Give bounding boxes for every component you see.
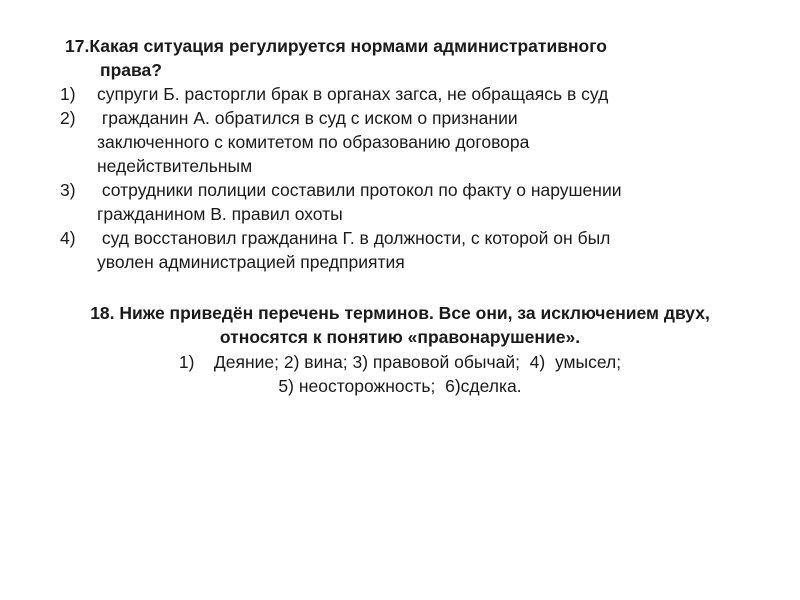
question-18-terms-list <box>20 350 780 398</box>
question-18-title-line-2: относятся к понятию «правонарушение». <box>219 327 581 347</box>
answer-option-text: суд восстановил гражданина Г. в должности, с которой он был <box>97 228 611 248</box>
answer-option-text: гражданин А. обратился в суд с иском о признании <box>97 108 518 128</box>
answer-option-1 <box>60 82 750 106</box>
question-18-title-line-1: 18. Ниже приведён перечень терминов. Все они, за исключением двух, <box>90 303 710 323</box>
terms-list-line-1: 1) Деяние; 2) вина; 3) правовой обычай; 4) умысел; <box>178 352 622 372</box>
question-17 <box>60 34 750 274</box>
answer-option-text: заключенного с комитетом по образованию договора <box>97 132 530 152</box>
terms-list-line-2: 5) неосторожность; 6)сделка. <box>278 376 522 396</box>
answer-option-text: гражданином В. правил охоты <box>97 204 343 224</box>
answer-option-number: 3) <box>60 180 76 200</box>
answer-option-2 <box>60 106 750 178</box>
answer-option-number: 2) <box>60 108 76 128</box>
question-18 <box>20 301 780 398</box>
question-18-title <box>20 301 780 349</box>
question-17-title-line-1: 17.Какая ситуация регулируется нормами административного <box>65 36 607 56</box>
answer-option-text: сотрудники полиции составили протокол по факту о нарушении <box>97 180 622 200</box>
answer-option-number: 1) <box>60 84 76 104</box>
answer-option-number: 4) <box>60 228 76 248</box>
question-17-title <box>65 34 750 82</box>
answer-option-4 <box>60 226 750 274</box>
answer-option-text: недействительным <box>97 156 253 176</box>
answer-option-3 <box>60 178 750 226</box>
answer-option-text: уволен администрацией предприятия <box>97 252 405 272</box>
answer-option-text: супруги Б. расторгли брак в органах загса, не обращаясь в суд <box>97 84 609 104</box>
question-17-title-line-2: права? <box>100 60 162 80</box>
